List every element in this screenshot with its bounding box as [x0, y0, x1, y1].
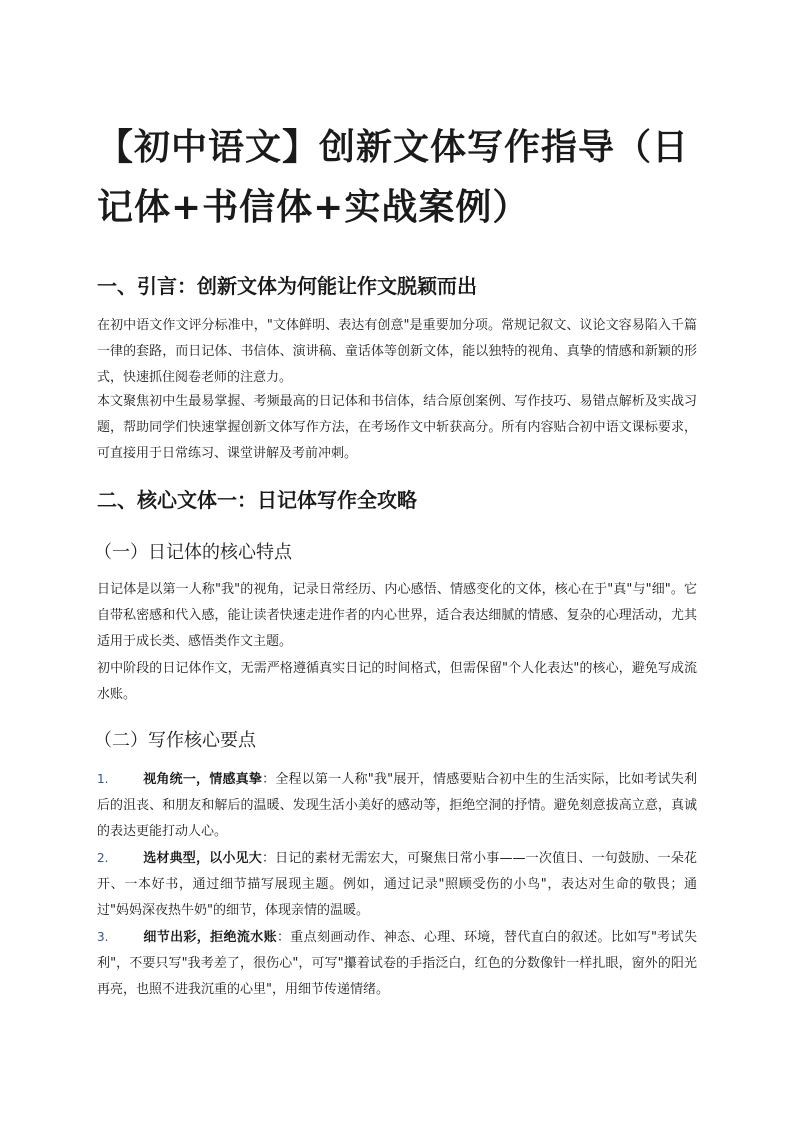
list-item-text: ：重点刻画动作、神态、心理、环境，替代直白的叙述。比如写"考试失利"，不要只写"我考差了，很伤心"，可写"攥着试卷的手指泛白，红色的分数像针一样扎眼，窗外的阳光再亮，也照不进我沉重的心里"，用细节传递情绪。: [97, 930, 697, 997]
section-2-heading: 二、核心文体一：日记体写作全攻略: [97, 488, 417, 512]
list-item-lead: 视角统一，情感真挚: [143, 772, 263, 787]
list-item: [97, 924, 697, 1003]
document-title: 【初中语文】创新文体写作指导（日记体+书信体+实战案例）: [97, 127, 690, 228]
section-1-paragraph-2: 本文聚焦初中生最易掌握、考频最高的日记体和书信体，结合原创案例、写作技巧、易错点解析及实战习题，帮助同学们快速掌握创新文体写作方法，在考场作文中斩获高分。所有内容贴合初中语文课标要求，可直接用于日常练习、课堂讲解及考前冲刺。: [97, 394, 697, 461]
list-item: [97, 845, 697, 924]
list-number: 1.: [97, 772, 109, 786]
list-item-text: ：日记的素材无需宏大，可聚焦日常小事——一次值日、一句鼓励、一朵花开、一本好书，通过细节描写展现主题。例如，通过记录"照顾受伤的小鸟"，表达对生命的敬畏；通过"妈妈深夜热牛奶"的细节，体现亲情的温暖。: [97, 851, 697, 918]
list-item-lead: 细节出彩，拒绝流水账: [143, 930, 277, 945]
list-item-text: ：全程以第一人称"我"展开，情感要贴合初中生的生活实际，比如考试失利后的沮丧、和朋友和解后的温暖、发现生活小美好的感动等，拒绝空洞的抒情。避免刻意拔高立意，真诚的表达更能打动人心。: [97, 772, 697, 839]
subsection-1-paragraph-1: 日记体是以第一人称"我"的视角，记录日常经历、内心感悟、情感变化的文体，核心在于"真"与"细"。它自带私密感和代入感，能让读者快速走进作者的内心世界，适合表达细腻的情感、复杂的心理活动，尤其适用于成长类、感悟类作文主题。: [97, 582, 697, 649]
subsection-2-heading: （二）写作核心要点: [94, 730, 256, 751]
section-1-heading: 一、引言：创新文体为何能让作文脱颖而出: [97, 274, 477, 298]
section-1-paragraph-1: 在初中语文作文评分标准中，"文体鲜明、表达有创意"是重要加分项。常规记叙文、议论文容易陷入千篇一律的套路，而日记体、书信体、演讲稿、童话体等创新文体，能以独特的视角、真挚的情感和新颖的形式，快速抓住阅卷老师的注意力。: [97, 318, 697, 385]
subsection-1-heading: （一）日记体的核心特点: [94, 542, 292, 563]
subsection-1-paragraph-2: 初中阶段的日记体作文，无需严格遵循真实日记的时间格式，但需保留"个人化表达"的核心，避免写成流水账。: [97, 661, 697, 702]
list-item: [97, 766, 697, 845]
list-item-lead: 选材典型，以小见大: [143, 851, 262, 866]
list-number: 2.: [97, 851, 109, 865]
list-number: 3.: [97, 930, 109, 944]
